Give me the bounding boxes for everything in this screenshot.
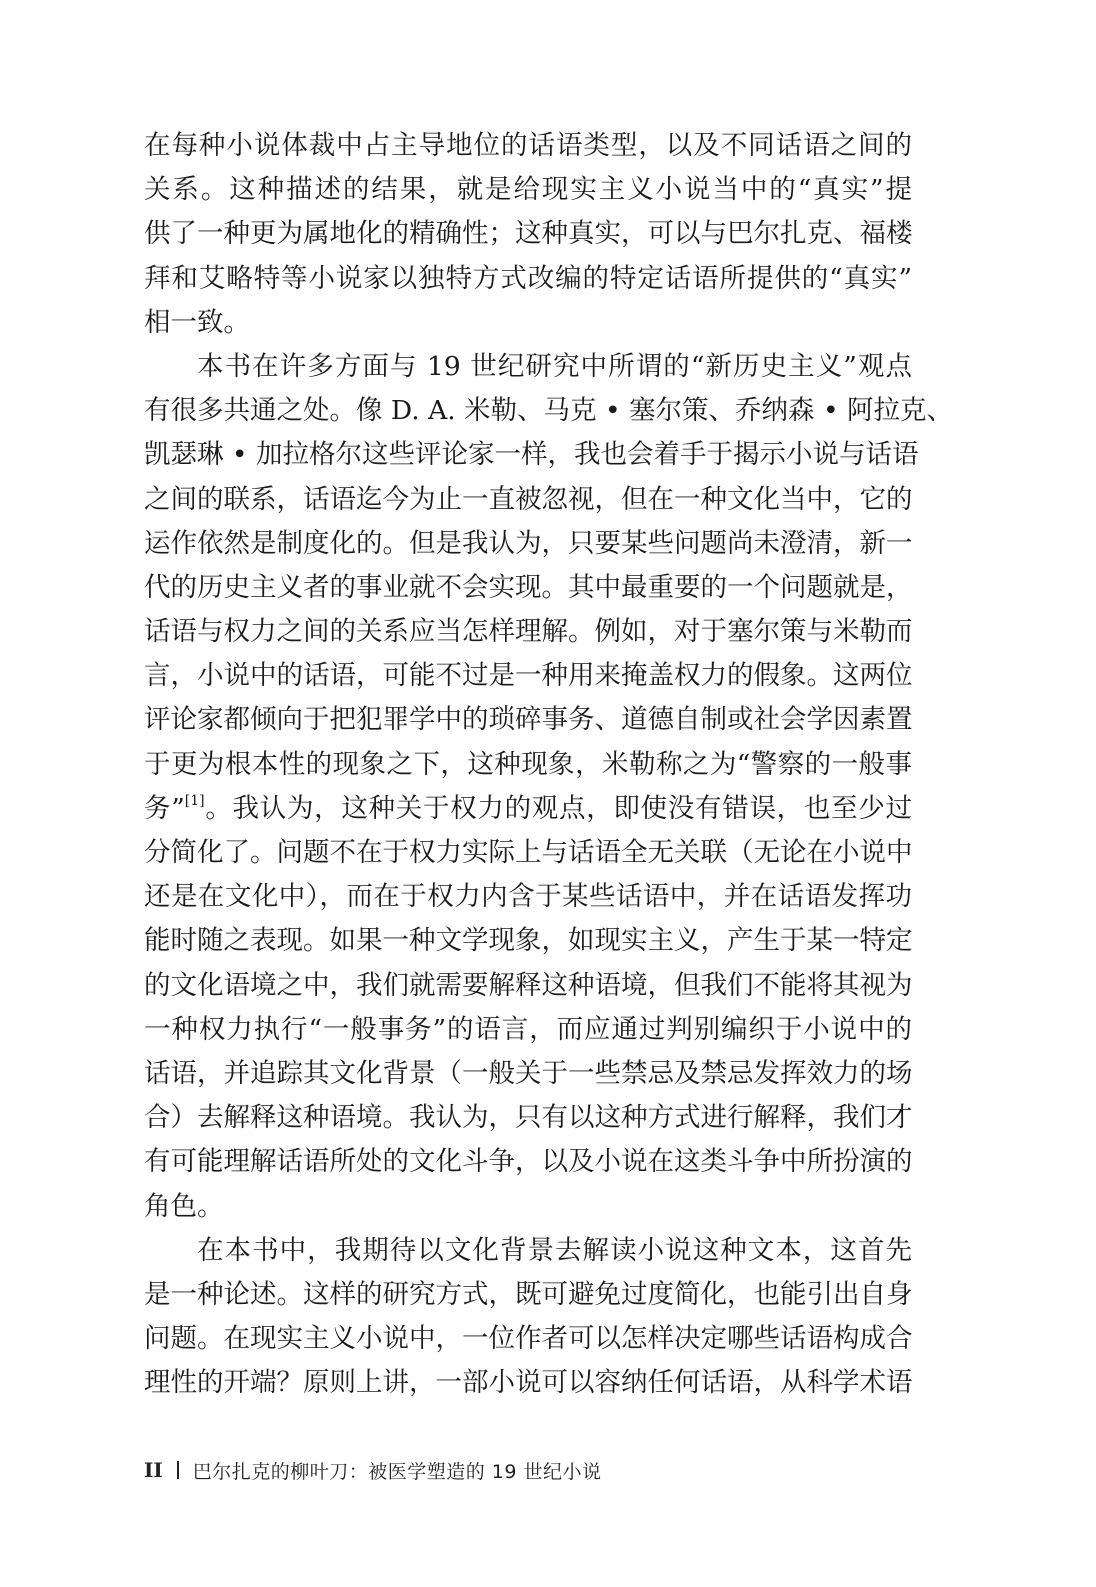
paragraph-2 <box>144 345 954 1229</box>
text-line: 凯瑟琳 • 加拉格尔这些评论家一样，我也会着手于揭示小说与话语 <box>144 439 919 471</box>
text-line: 理性的开端？原则上讲，一部小说可以容纳任何话语，从科学术语 <box>144 1367 913 1399</box>
running-title: 巴尔扎克的柳叶刀：被医学塑造的 19 世纪小说 <box>192 1460 602 1483</box>
text-line: 问题。在现实主义小说中，一位作者可以怎样决定哪些话语构成合 <box>144 1323 913 1355</box>
text-line: 言，小说中的话语，可能不过是一种用来掩盖权力的假象。这两位 <box>144 660 913 692</box>
text-fragment: 务” <box>144 792 185 824</box>
text-fragment: 。我认为，这种关于权力的观点，即使没有错误，也至少过 <box>204 792 912 824</box>
text-line: 评论家都倾向于把犯罪学中的琐碎事务、道德自制或社会学因素置 <box>144 704 913 736</box>
text-line: 话语，并追踪其文化背景（一般关于一些禁忌及禁忌发挥效力的场 <box>144 1057 913 1089</box>
text-line: 有可能理解话语所处的文化斗争，以及小说在这类斗争中所扮演的 <box>144 1146 913 1178</box>
text-line: 一种权力执行“一般事务”的语言，而应通过判别编织于小说中的 <box>144 1013 912 1045</box>
text-line: 角色。 <box>144 1190 224 1222</box>
text-line: 拜和艾略特等小说家以独特方式改编的特定话语所提供的“真实” <box>144 262 912 294</box>
text-line: 之间的联系，话语迄今为止一直被忽视，但在一种文化当中，它的 <box>144 483 913 515</box>
text-line: 关系。这种描述的结果，就是给现实主义小说当中的“真实”提 <box>144 174 912 206</box>
text-line <box>144 787 912 831</box>
text-line: 在本书中，我期待以文化背景去解读小说这种文本，这首先 <box>197 1234 912 1266</box>
text-line: 是一种论述。这样的研究方式，既可避免过度简化，也能引出自身 <box>144 1278 913 1310</box>
text-line: 还是在文化中），而在于权力内含于某些话语中，并在话语发挥功 <box>144 881 912 913</box>
footnote-marker[interactable]: [1] <box>184 792 205 809</box>
text-line: 于更为根本性的现象之下，这种现象，米勒称之为“警察的一般事 <box>144 748 912 780</box>
text-line: 的文化语境之中，我们就需要解释这种语境，但我们不能将其视为 <box>144 969 913 1001</box>
text-line: 相一致。 <box>144 306 250 338</box>
text-line: 运作依然是制度化的。但是我认为，只要某些问题尚未澄清，新一 <box>144 527 913 559</box>
text-line: 供了一种更为属地化的精确性；这种真实，可以与巴尔扎克、福楼 <box>144 218 913 250</box>
text-line: 在每种小说体裁中占主导地位的话语类型，以及不同话语之间的 <box>144 130 912 161</box>
footer-divider <box>177 1461 179 1479</box>
text-line: 能时随之表现。如果一种文学现象，如现实主义，产生于某一特定 <box>144 925 913 957</box>
page-number: II <box>144 1458 163 1482</box>
text-line: 分简化了。问题不在于权力实际上与话语全无关联（无论在小说中 <box>144 837 913 868</box>
body-text <box>144 124 954 1405</box>
paragraph-3 <box>144 1229 912 1406</box>
page-footer <box>144 1455 601 1485</box>
paragraph-1 <box>144 124 912 345</box>
text-line: 合）去解释这种语境。我认为，只有以这种方式进行解释，我们才 <box>144 1102 913 1134</box>
text-line: 代的历史主义者的事业就不会实现。其中最重要的一个问题就是， <box>144 571 913 603</box>
text-line: 本书在许多方面与 19 世纪研究中所谓的“新历史主义”观点 <box>197 350 912 382</box>
text-line: 有很多共通之处。像 D. A. 米勒、马克 • 塞尔策、乔纳森 • 阿拉克、 <box>144 395 954 427</box>
text-line: 话语与权力之间的关系应当怎样理解。例如，对于塞尔策与米勒而 <box>144 616 913 648</box>
